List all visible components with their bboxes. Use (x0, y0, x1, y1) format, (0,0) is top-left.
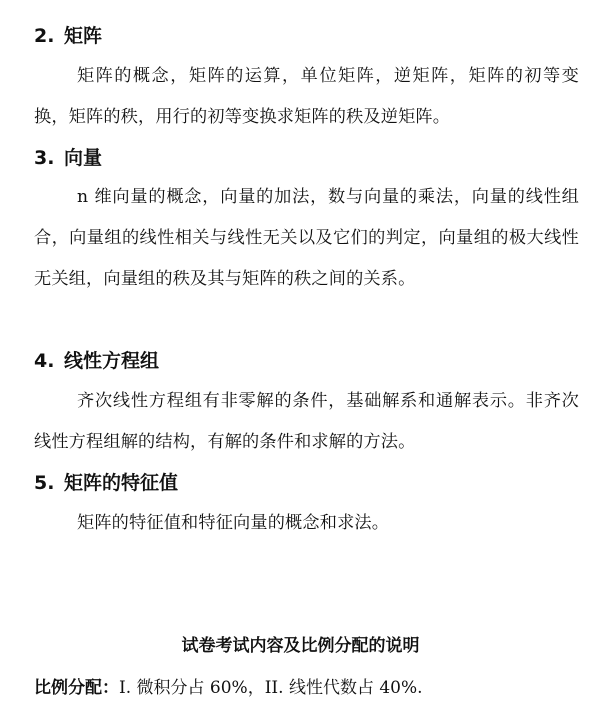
ratio-text: I. 微积分占 60%，II. 线性代数占 40%. (119, 678, 423, 698)
section-body-linear-equations: 齐次线性方程组有非零解的条件，基础解系和通解表示。非齐次线性方程组解的结构，有解的条件和求解的方法。 (34, 391, 579, 452)
section-body-eigenvalues: 矩阵的特征值和特征向量的概念和求法。 (77, 513, 390, 533)
section-number: 2. (34, 25, 55, 47)
ratio-line (34, 676, 423, 700)
section-number: 4. (34, 350, 55, 372)
section-heading-matrix (34, 24, 102, 48)
section-body-matrix: 矩阵的概念，矩阵的运算，单位矩阵，逆矩阵，矩阵的初等变换，矩阵的秩，用行的初等变换求矩阵的秩及逆矩阵。 (34, 66, 579, 127)
section-heading-vector (34, 146, 102, 170)
section-title: 矩阵 (64, 25, 103, 47)
exam-content-title: 试卷考试内容及比例分配的说明 (181, 636, 420, 656)
section-number: 5. (34, 472, 55, 494)
section-title: 向量 (64, 147, 103, 169)
section-title: 矩阵的特征值 (64, 472, 179, 494)
section-body-vector: n 维向量的概念，向量的加法，数与向量的乘法，向量的线性组合，向量组的线性相关与线性无关以及它们的判定，向量组的极大线性无关组，向量组的秩及其与矩阵的秩之间的关系。 (34, 187, 579, 289)
section-heading-eigenvalues (34, 471, 178, 495)
section-heading-linear-equations (34, 349, 159, 373)
section-number: 3. (34, 147, 55, 169)
ratio-label: 比例分配： (34, 678, 119, 698)
section-title: 线性方程组 (64, 350, 160, 372)
